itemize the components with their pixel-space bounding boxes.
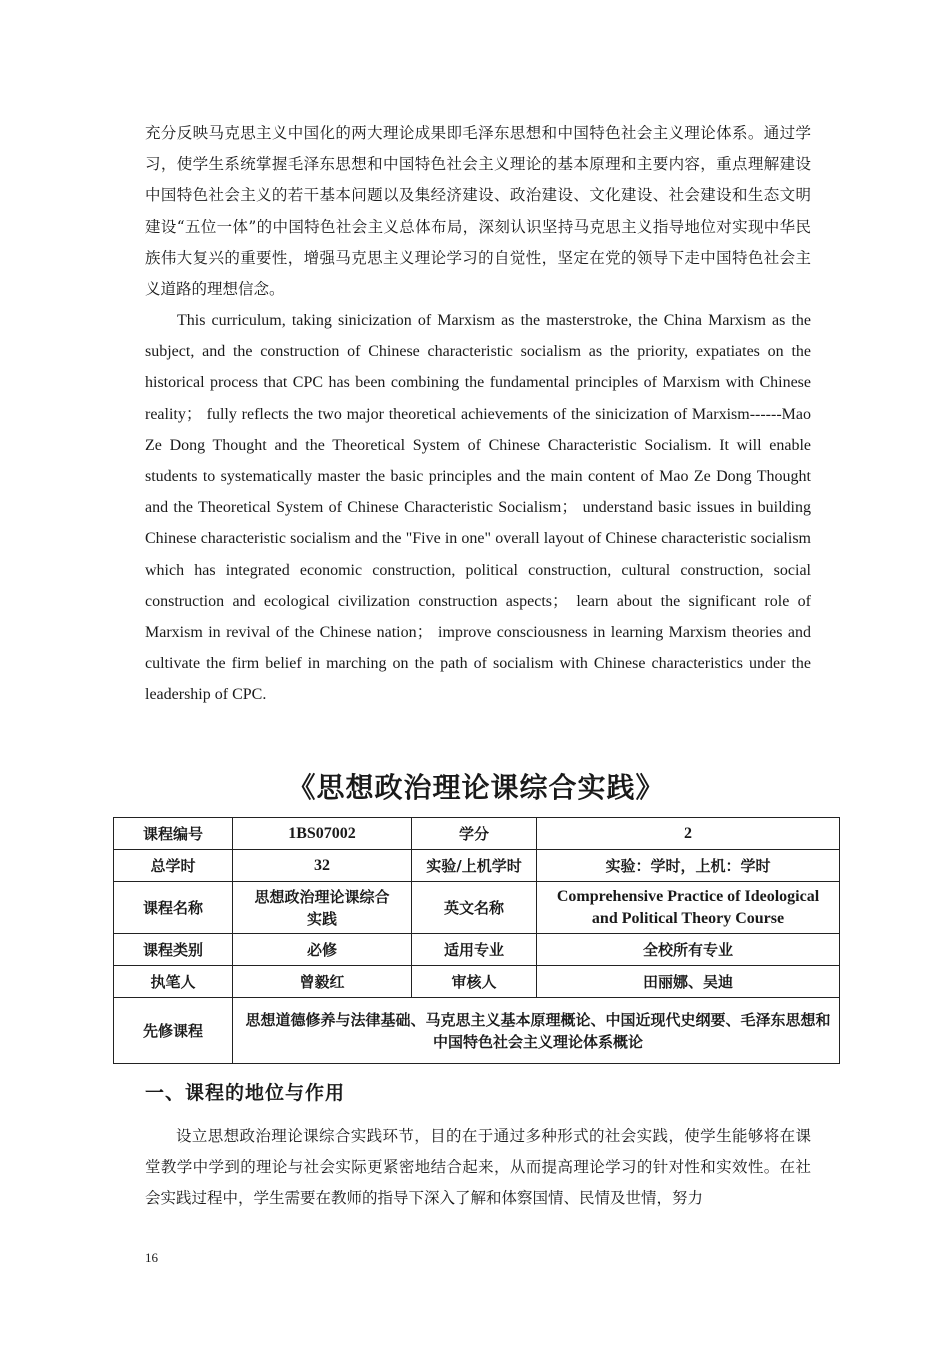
intro-chinese-paragraph: 充分反映马克思主义中国化的两大理论成果即毛泽东思想和中国特色社会主义理论体系。通过学习，使学生系统掌握毛泽东思想和中国特色社会主义理论的基本原理和主要内容，重点理解建设中国特色社会主义的若干基本问题以及集经济建设、政治建设、文化建设、社会建设和生态文明建设“五位一体”的中国特色社会主义总体布局，深刻认识坚持马克思主义指导地位对实现中华民族伟大复兴的重要性，增强马克思主义理论学习的自觉性，坚定在党的领导下走中国特色社会主义道路的理想信念。 <box>145 124 811 299</box>
reviewer-value: 田丽娜、吴迪 <box>537 966 840 998</box>
credit-label: 学分 <box>412 818 537 850</box>
course-category-label: 课程类别 <box>114 934 233 966</box>
table-row <box>114 934 840 966</box>
english-name-label: 英文名称 <box>412 882 537 934</box>
table-row <box>114 850 840 882</box>
reviewer-label: 审核人 <box>412 966 537 998</box>
section-paragraph: 设立思想政治理论课综合实践环节，目的在于通过多种形式的社会实践，使学生能够将在课堂教学中学到的理论与社会实际更紧密地结合起来，从而提高理论学习的针对性和实效性。在社会实践过程中，学生需要在教师的指导下深入了解和体察国情、民情及世情，努力 <box>145 1127 811 1208</box>
table-row <box>114 882 840 934</box>
course-code-value: 1BS07002 <box>233 818 412 850</box>
course-name-label: 课程名称 <box>114 882 233 934</box>
english-name-value: Comprehensive Practice of Ideological and Political Theory Course <box>537 882 840 934</box>
author-label: 执笔人 <box>114 966 233 998</box>
course-info-table <box>113 817 840 1064</box>
applicable-major-label: 适用专业 <box>412 934 537 966</box>
total-hours-value: 32 <box>233 850 412 882</box>
intro-english-paragraph: This curriculum, taking sinicization of Marxism as the masterstroke, the China Marxism as the subject, and the construction of Chinese characteristic socialism as the priority, expatiates on the historical process that CPC has been combining the fundamental principles of Marxism with Chinese reality； fully reflects the two major theoretical achievements of the sinicization of Marxism------Mao Ze Dong Thought and the Theoretical System of Chinese Characteristic Socialism. It will enable students to systematically master the basic principles and the main content of Mao Ze Dong Thought and the Theoretical System of Chinese Characteristic Socialism； understand basic issues in building Chinese characteristic socialism and the "Five in one" overall layout of Chinese characteristic socialism which has integrated economic construction, political construction, cultural construction, social construction and ecological civilization construction aspects； learn about the significant role of Marxism in revival of the Chinese nation； improve consciousness in learning Marxism theories and cultivate the firm belief in marching on the path of socialism with Chinese characteristics under the leadership of CPC. <box>145 312 812 704</box>
course-code-label: 课程编号 <box>114 818 233 850</box>
total-hours-label: 总学时 <box>114 850 233 882</box>
course-category-value: 必修 <box>233 934 412 966</box>
page-number: 16 <box>145 1250 158 1265</box>
table-row <box>114 998 840 1064</box>
prerequisite-label: 先修课程 <box>114 998 233 1064</box>
lab-hours-label: 实验/上机学时 <box>412 850 537 882</box>
section-heading: 一、课程的地位与作用 <box>145 1082 346 1104</box>
course-title: 《思想政治理论课综合实践》 <box>287 771 665 804</box>
lab-hours-value: 实验：学时，上机：学时 <box>537 850 840 882</box>
prerequisite-value: 思想道德修养与法律基础、马克思主义基本原理概论、中国近现代史纲要、毛泽东思想和中国特色社会主义理论体系概论 <box>233 998 840 1064</box>
course-name-value: 思想政治理论课综合实践 <box>233 882 412 934</box>
credit-value: 2 <box>537 818 840 850</box>
table-row <box>114 966 840 998</box>
table-row <box>114 818 840 850</box>
applicable-major-value: 全校所有专业 <box>537 934 840 966</box>
author-value: 曾毅红 <box>233 966 412 998</box>
